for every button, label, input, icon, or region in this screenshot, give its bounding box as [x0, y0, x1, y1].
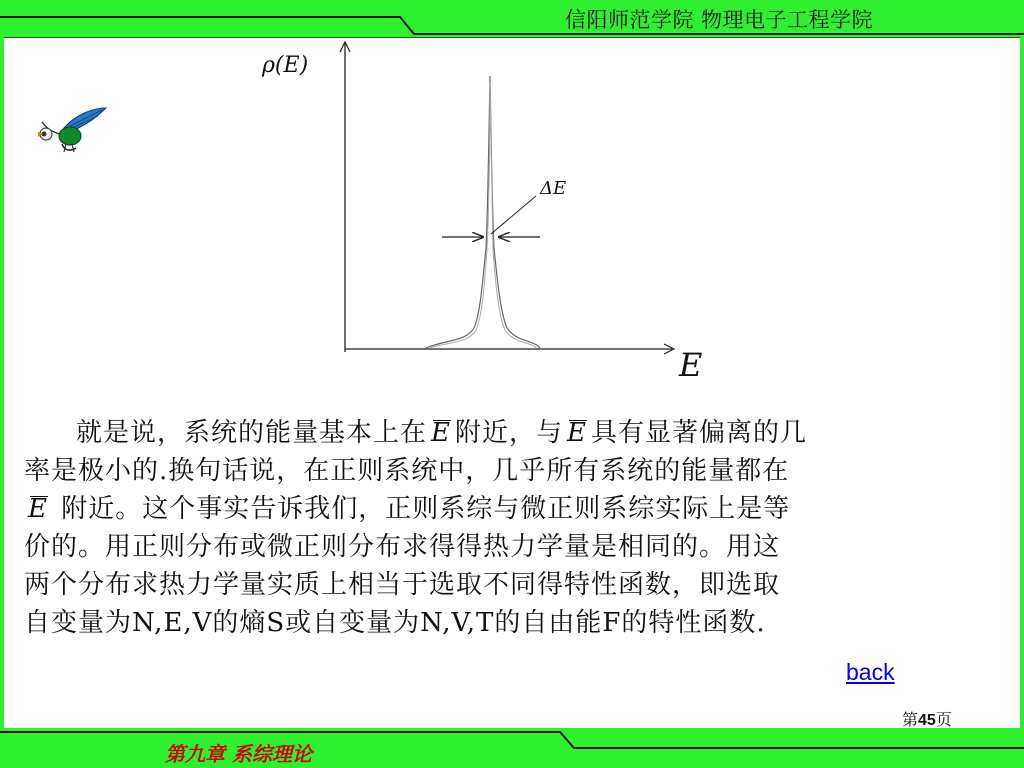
line3-text-b: 附近。这个事实告诉我们，正则系综与微正则系综实际上是等 [61, 494, 791, 524]
paragraph-line-1 [24, 414, 1014, 452]
x-axis-label: E [679, 346, 703, 384]
back-link[interactable]: back [846, 659, 895, 685]
peak-curve [426, 76, 540, 348]
paragraph-line-6: 自变量为N,E,V的熵S或自变量为N,V,T的自由能F的特性函数. [24, 608, 766, 638]
y-axis-label: ρ(E) [262, 53, 309, 78]
delta-e-label: ΔE [540, 178, 567, 199]
line1-text-b: 附近，与 [455, 418, 564, 448]
body-paragraph [24, 414, 1014, 642]
paragraph-line-5: 两个分布求热力学量实质上相当于选取不同得特性函数，即选取 [24, 570, 781, 600]
e-bar-symbol: E [567, 414, 587, 452]
energy-distribution-figure [4, 38, 1020, 438]
page-suffix: 页 [935, 712, 952, 729]
page-prefix: 第 [902, 712, 919, 729]
e-bar-symbol: E [431, 414, 451, 452]
page-number-value: 45 [918, 712, 936, 729]
line1-text-a: 就是说，系统的能量基本上在 [76, 418, 428, 448]
line1-text-c: 具有显著偏离的几 [591, 418, 808, 448]
header-title: 信阳师范学院 物理电子工程学院 [565, 8, 874, 32]
paragraph-line-4: 价的。用正则分布或微正则分布求得得热力学量是相同的。用这 [24, 532, 781, 562]
page-number [902, 707, 952, 730]
paragraph-line-3 [24, 490, 1014, 528]
chapter-title: 第九章 系综理论 [165, 742, 312, 766]
e-bar-symbol: E [28, 490, 48, 528]
paragraph-line-2: 率是极小的.换句话说，在正则系统中，几乎所有系统的能量都在 [24, 456, 790, 486]
delta-e-leader [491, 196, 536, 234]
